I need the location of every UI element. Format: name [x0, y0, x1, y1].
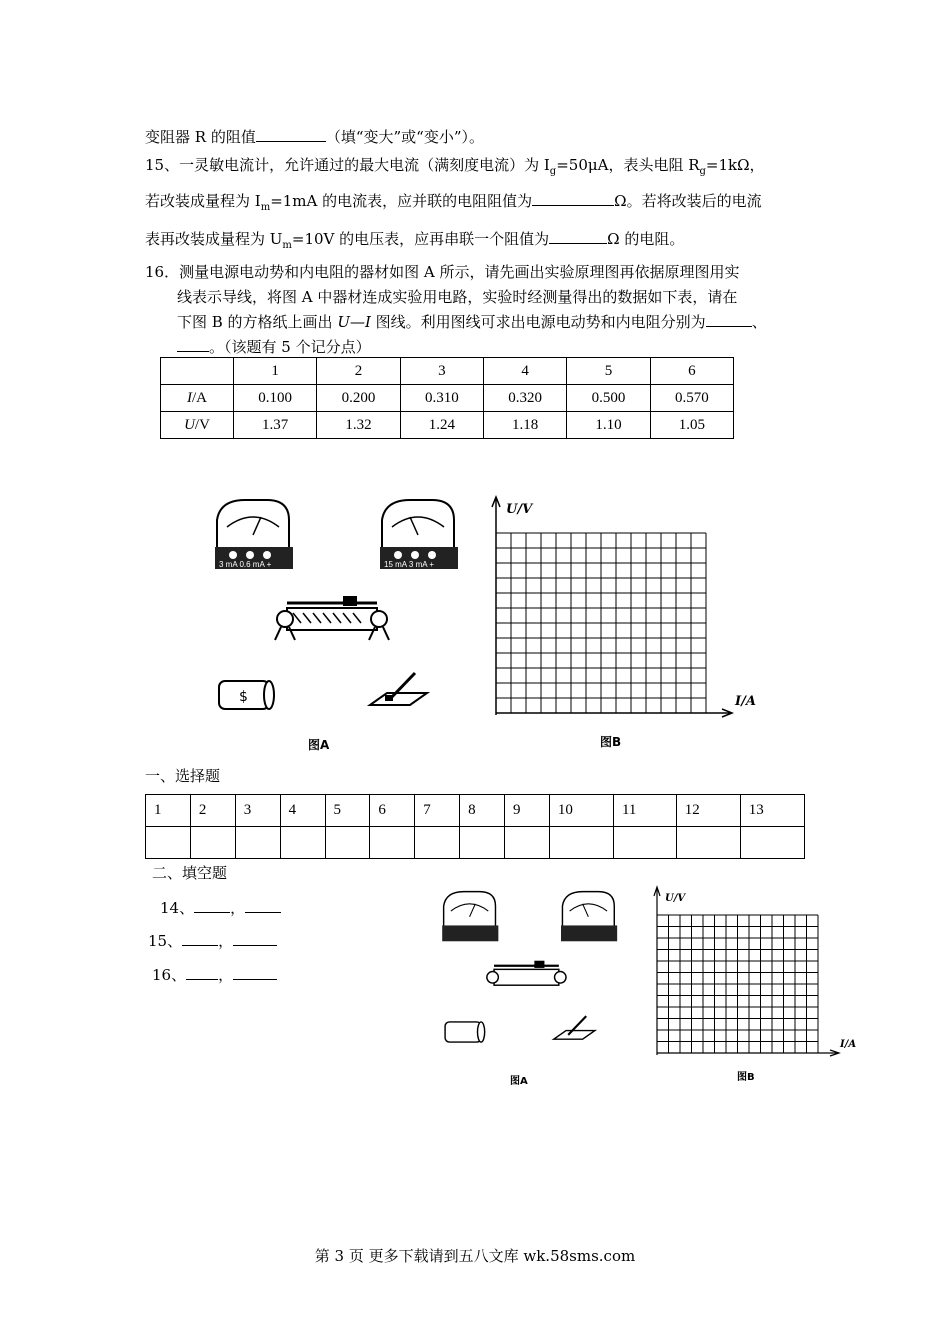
rheostat-icon [487, 961, 566, 985]
table-row: U/V 1.37 1.32 1.24 1.18 1.10 1.05 [161, 412, 734, 439]
page-footer: 第 3 页 更多下载请到五八文库 wk.58sms.com [314, 1247, 636, 1265]
figure-a-apparatus [205, 495, 465, 755]
table-header-row: 1 2 3 4 5 6 7 8 9 10 11 12 13 [146, 795, 805, 827]
figure-a-apparatus-small [435, 888, 635, 1078]
fill-item-14: 14、 ， [160, 897, 281, 918]
q16-line-1: 16．测量电源电动势和内电阻的器材如图 A 所示，请先画出实验原理图再依据原理图用实 [145, 263, 740, 281]
data-table [160, 357, 734, 439]
answer-blank[interactable] [706, 312, 752, 327]
y-axis-label: U/V [506, 502, 533, 517]
y-axis-label: U/V [665, 893, 686, 904]
table-header-row: 1 2 3 4 5 6 [161, 358, 734, 385]
x-axis-label: I/A [735, 694, 756, 709]
q15-line-3: 表再改装成量程为 $U_m=10V$ 的电压表，应再串联一个阻值为 Ω 的电阻。 [145, 230, 685, 251]
fill-item-16: 16、 ， [152, 964, 277, 985]
switch-icon [554, 1016, 595, 1039]
fill-item-15: 15、 ， [148, 930, 277, 951]
q15-line-2: 若改装成量程为 $I_m=1mA$ 的电流表，应并联的电阻阻值为 Ω。若将改装后的电流 [145, 192, 762, 213]
figure-b-grid [480, 495, 770, 725]
ammeter-icon [561, 892, 617, 942]
answer-blank[interactable] [549, 229, 607, 244]
q16-line-4: 。（该题有 5 个记分点） [177, 336, 371, 357]
ammeter-icon [380, 500, 458, 569]
x-axis-label: I/A [840, 1039, 857, 1050]
answer-blank[interactable] [532, 191, 614, 206]
figure-a-caption: 图A [308, 738, 330, 752]
voltmeter-icon [215, 500, 293, 569]
switch-icon [370, 673, 427, 705]
table-row: I/A 0.100 0.200 0.310 0.320 0.500 0.570 [161, 385, 734, 412]
figure-b-caption-small: 图B [737, 1072, 755, 1083]
battery-icon [219, 681, 274, 709]
answer-blank[interactable] [177, 337, 209, 352]
section-fill-title: 二、填空题 [152, 864, 228, 882]
table-row[interactable] [146, 827, 805, 859]
svg-text:15 mA 3 mA +: 15 mA 3 mA + [384, 560, 435, 569]
voltmeter-icon [442, 892, 498, 942]
q15-line-1: 15、一灵敏电流计，允许通过的最大电流（满刻度电流）为 $I_g=50\mu A$，表头电阻 $R_g=1k\Omega$， [145, 156, 765, 177]
q16-line-3: 下图 B 的方格纸上画出 U—I 图线。利用图线可求出电源电动势和内电阻分别为 、 [177, 313, 767, 331]
svg-text:3 mA 0.6 mA +: 3 mA 0.6 mA + [219, 560, 272, 569]
choice-answer-table [145, 794, 805, 859]
section-choice-title: 一、选择题 [145, 767, 221, 785]
figure-b-grid-small [645, 885, 865, 1060]
svg-text:$: $ [239, 689, 248, 705]
answer-blank[interactable] [256, 127, 326, 142]
rheostat-icon [275, 596, 389, 640]
battery-icon [445, 1022, 485, 1042]
q14-tail: 变阻器 R 的阻值 （填“变大”或“变小”）。 [145, 128, 485, 146]
q16-line-2: 线表示导线，将图 A 中器材连成实验用电路，实验时经测量得出的数据如下表，请在 [177, 288, 738, 306]
figure-b-caption: 图B [600, 735, 622, 749]
figure-a-caption-small: 图A [510, 1076, 528, 1087]
